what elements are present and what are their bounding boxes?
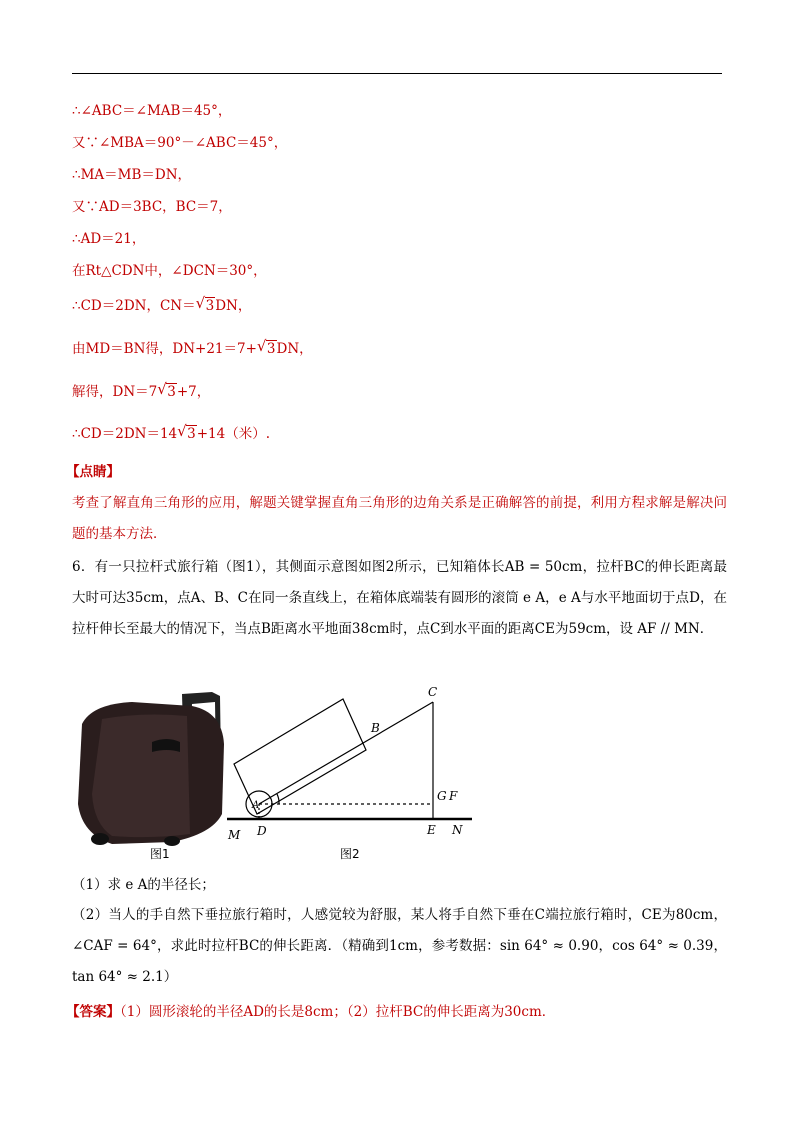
line8-text-c: DN， — [276, 341, 313, 357]
label-n: N — [452, 823, 463, 837]
label-e: E — [427, 823, 436, 837]
label-g: G — [437, 789, 447, 803]
line10-radicand: 3 — [187, 426, 196, 442]
solution-line-2: 又∵∠MBA＝90°－∠ABC＝45°， — [72, 135, 288, 151]
answer-text: （1）圆形滚轮的半径AD的长是8cm；（2）拉杆BC的伸长距离为30cm． — [120, 1004, 556, 1020]
label-f: F — [449, 789, 458, 803]
problem-6-text: 6．有一只拉杆式旅行箱（图1），其侧面示意图如图2所示，已知箱体长AB = 50cm，拉杆BC的伸长距离最大时可达35cm，点A、B、C在同一条直线上，在箱体底端装有圆形的滚筒 e A，e A与水平地面切于点D，在拉杆伸长至最大的情况下，当点B距离水平地面38cm时，点C到水平面的距离CE为59cm，设 AF // MN． — [72, 559, 727, 637]
solution-line-8 — [72, 337, 313, 358]
dianjing-text: 考查了解直角三角形的应用，解题关键掌握直角三角形的边角关系是正确解答的前提，利用方程求解是解决问题的基本方法． — [72, 495, 727, 542]
sqrt-symbol: √ 3 — [177, 422, 196, 442]
schematic-diagram — [227, 699, 472, 819]
label-a: A — [252, 800, 260, 811]
line9-text-a: 解得，DN＝7 — [72, 384, 158, 400]
answer-line — [66, 1003, 555, 1021]
dianjing-heading: 【点睛】 — [66, 464, 120, 480]
solution-line-6: 在Rt△CDN中，∠DCN＝30°， — [72, 263, 267, 279]
label-c: C — [428, 685, 438, 699]
answer-tag: 【答案】 — [66, 1004, 120, 1020]
label-d: D — [257, 824, 267, 838]
fig2-caption: 图2 — [340, 847, 360, 861]
solution-line-9 — [72, 380, 211, 401]
label-b: B — [371, 721, 380, 735]
line8-radicand: 3 — [266, 341, 276, 357]
solution-line-7 — [72, 294, 252, 315]
solution-line-10 — [72, 422, 271, 443]
figures — [72, 684, 492, 868]
sqrt-symbol: √ 3 — [157, 380, 176, 400]
solution-line-4: 又∵AD＝3BC，BC＝7， — [72, 199, 232, 215]
line7-text-c: DN， — [215, 298, 252, 314]
line8-text-a: 由MD＝BN得，DN+21＝7+ — [72, 341, 257, 357]
header-rule — [72, 73, 722, 74]
sqrt-symbol: √ 3 — [256, 337, 276, 357]
question-2: （2）当人的手自然下垂拉旅行箱时，人感觉较为舒服，某人将手自然下垂在C端拉旅行箱时，CE为80cm，∠CAF = 64°，求此时拉杆BC的伸长距离．（精确到1cm，参考数据：sin 64° ≈ 0.90，cos 64° ≈ 0.39，tan 64° ≈ 2.1） — [72, 907, 727, 985]
line7-text-a: ∴CD＝2DN，CN＝ — [72, 298, 196, 314]
line10-text-a: ∴CD＝2DN＝14 — [72, 426, 178, 442]
sqrt-symbol: √ 3 — [195, 294, 215, 314]
figure-svg — [72, 684, 492, 864]
suitcase-image — [78, 692, 224, 846]
line7-radicand: 3 — [205, 298, 215, 314]
suitcase-body — [234, 699, 366, 814]
question-1: （1）求 e A的半径长； — [72, 877, 215, 893]
line10-text-c: +14（米）. — [196, 426, 271, 442]
solution-line-1: ∴∠ABC＝∠MAB＝45°， — [72, 103, 232, 119]
label-m: M — [228, 828, 241, 842]
solution-line-3: ∴MA＝MB＝DN， — [72, 167, 192, 183]
line9-text-c: +7， — [176, 384, 211, 400]
solution-line-5: ∴AD＝21， — [72, 231, 146, 247]
line9-radicand: 3 — [167, 384, 176, 400]
rod-line-abc — [259, 702, 433, 804]
fig1-caption: 图1 — [150, 847, 170, 861]
